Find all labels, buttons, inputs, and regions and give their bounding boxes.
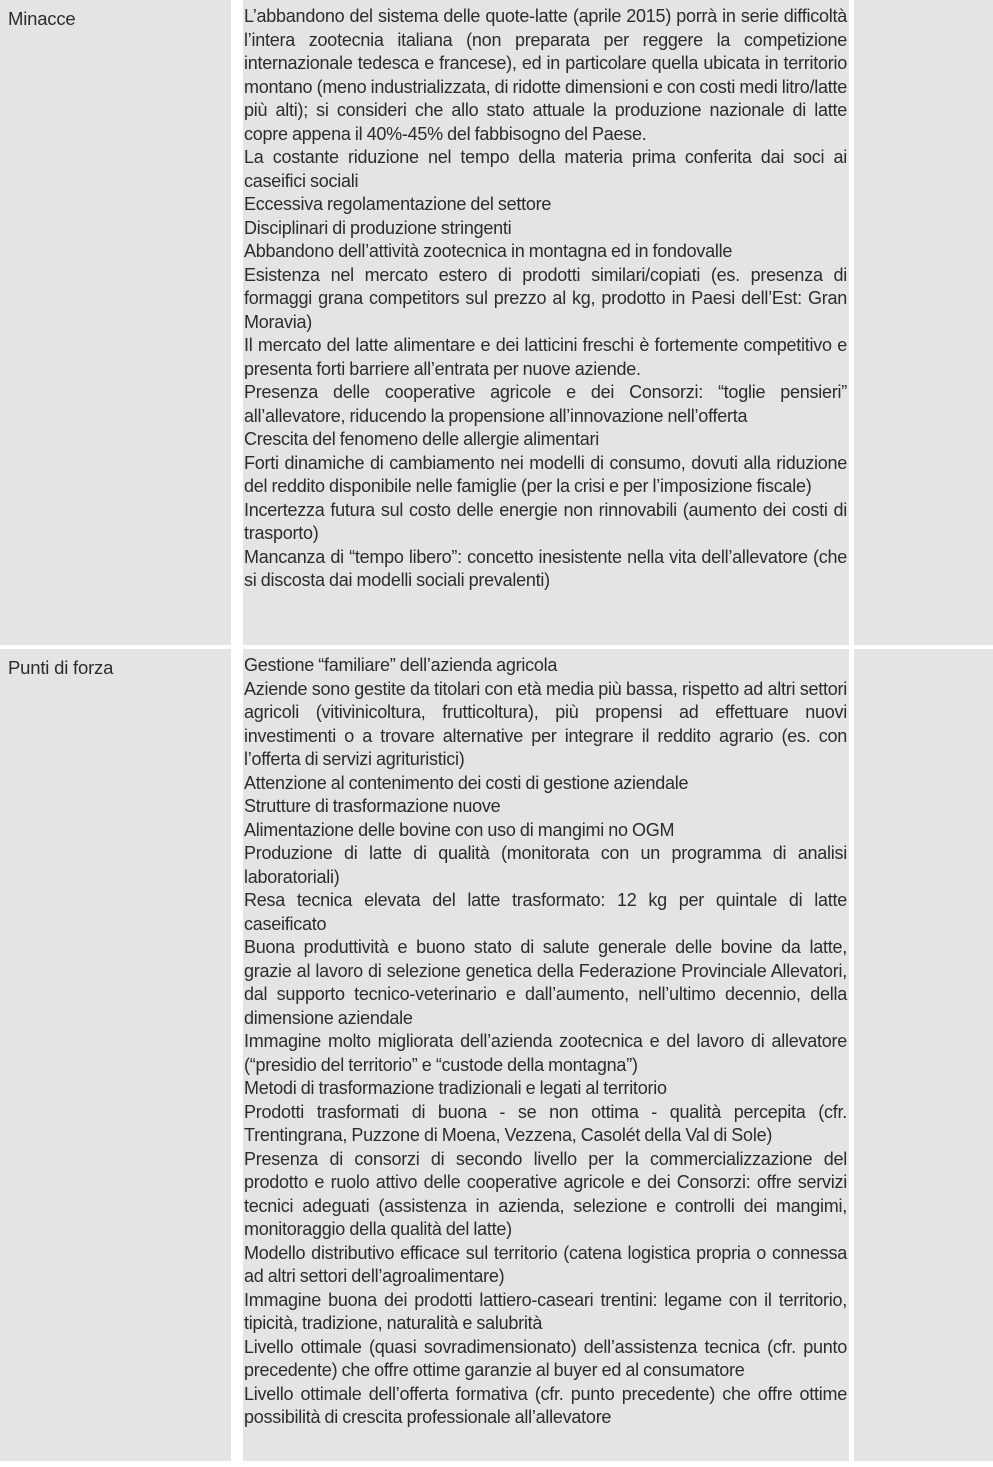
text-item: Presenza di consorzi di secondo livello per la commercializzazione del prodotto e ruolo attivo delle cooperative agricole e dei Consorzi: offre servizi tecnici adeguati (assistenza in azienda, selezione e controlli dei mangimi, monitoraggio della qualità del latte): [244, 1148, 847, 1239]
row-label-minacce: Minacce: [8, 8, 76, 29]
empty-cell-row-punti-di-forza: [854, 649, 993, 1461]
text-item: Il mercato del latte alimentare e dei latticini freschi è fortemente competitivo e presenta forti barriere all’entrata per nuove aziende.: [244, 335, 847, 379]
text-item: Alimentazione delle bovine con uso di mangimi no OGM: [244, 819, 675, 840]
text-item: Abbandono dell’attività zootecnica in montagna ed in fondovalle: [244, 241, 733, 261]
text-item: Buona produttività e buono stato di salute generale delle bovine da latte, grazie al lavoro di selezione genetica della Federazione Provinciale Allevatori, dal supporto tecnico-veterinario e dall’aumento, nell’ultimo decennio, della dimensione aziendale: [244, 937, 847, 1028]
text-item: Livello ottimale dell’offerta formativa (cfr. punto precedente) che offre ottime possibilità di crescita professionale all’allevatore: [244, 1383, 847, 1427]
text-item: Disciplinari di produzione stringenti: [244, 217, 512, 238]
text-item: Aziende sono gestite da titolari con età media più bassa, rispetto ad altri settori agricoli (vitivinicoltura, frutticoltura), più propensi ad effettuare nuovi investimenti o a trovare alternative per integrare il reddito agrario (es. con l’offerta di servizi agrituristici): [244, 678, 847, 769]
text-item: Produzione di latte di qualità (monitorata con un programma di analisi laboratoriali): [244, 843, 847, 887]
row-content-cell-punti-di-forza: [243, 649, 849, 1461]
text-item: Mancanza di “tempo libero”: concetto inesistente nella vita dell’allevatore (che si discosta dai modelli sociali prevalenti): [244, 546, 847, 590]
text-item: Livello ottimale (quasi sovradimensionato) dell’assistenza tecnica (cfr. punto precedente) che offre ottime garanzie al buyer ed al consumatore: [244, 1336, 847, 1380]
text-item: Modello distributivo efficace sul territorio (catena logistica propria o connessa ad altri settori dell’agroalimentare): [244, 1242, 847, 1286]
text-item: La costante riduzione nel tempo della materia prima conferita dai soci ai caseifici sociali: [244, 147, 847, 191]
row-divider: [0, 1461, 993, 1467]
row-content-cell-minacce: [243, 0, 849, 645]
text-item: Attenzione al contenimento dei costi di gestione aziendale: [244, 772, 689, 793]
text-item: Crescita del fenomeno delle allergie alimentari: [244, 429, 599, 449]
text-item: Gestione “familiare” dell’azienda agricola: [244, 655, 558, 675]
row-label-cell-punti-di-forza: [0, 649, 231, 1461]
text-item: Strutture di trasformazione nuove: [244, 796, 501, 816]
text-item: Metodi di trasformazione tradizionali e legati al territorio: [244, 1078, 667, 1098]
text-item: L’abbandono del sistema delle quote-latte (aprile 2015) porrà in serie difficoltà l’intera zootecnia italiana (non preparata per reggere la competizione internazionale tedesca e francese), ed in particolare quella ubicata in territorio montano (meno industrializzata, di ridotte dimensioni e con costi medi litro/latte più alti); si consideri che allo stato attuale la produzione nazionale di latte copre appena il 40%-45% del fabbisogno del Paese.: [244, 6, 847, 144]
text-item: Presenza delle cooperative agricole e dei Consorzi: “toglie pensieri” all’allevatore, riducendo la propensione all’innovazione nell’offerta: [244, 382, 847, 426]
text-item: Immagine molto migliorata dell’azienda zootecnica e del lavoro di allevatore (“presidio del territorio” e “custode della montagna”): [244, 1031, 847, 1075]
text-item: Prodotti trasformati di buona - se non ottima - qualità percepita (cfr. Trentingrana, Puzzone di Moena, Vezzena, Casolét della Val di Sole): [244, 1101, 847, 1145]
text-item: Immagine buona dei prodotti lattiero-caseari trentini: legame con il territorio, tipicità, tradizione, naturalità e salubrità: [244, 1289, 847, 1333]
text-item: Resa tecnica elevata del latte trasformato: 12 kg per quintale di latte caseificato: [244, 890, 847, 934]
row-label-punti-di-forza: Punti di forza: [8, 657, 114, 678]
text-item: Incertezza futura sul costo delle energie non rinnovabili (aumento dei costi di trasporto): [244, 499, 847, 543]
empty-cell-row-minacce: [854, 0, 993, 645]
row-label-cell-minacce: [0, 0, 231, 645]
text-item: Esistenza nel mercato estero di prodotti similari/copiati (es. presenza di formaggi grana competitors sul prezzo al kg, prodotto in Paesi dell’Est: Gran Moravia): [244, 264, 847, 332]
text-item: Forti dinamiche di cambiamento nei modelli di consumo, dovuti alla riduzione del reddito disponibile nelle famiglie (per la crisi e per l’imposizione fiscale): [244, 452, 847, 496]
text-item: Eccessiva regolamentazione del settore: [244, 194, 552, 214]
